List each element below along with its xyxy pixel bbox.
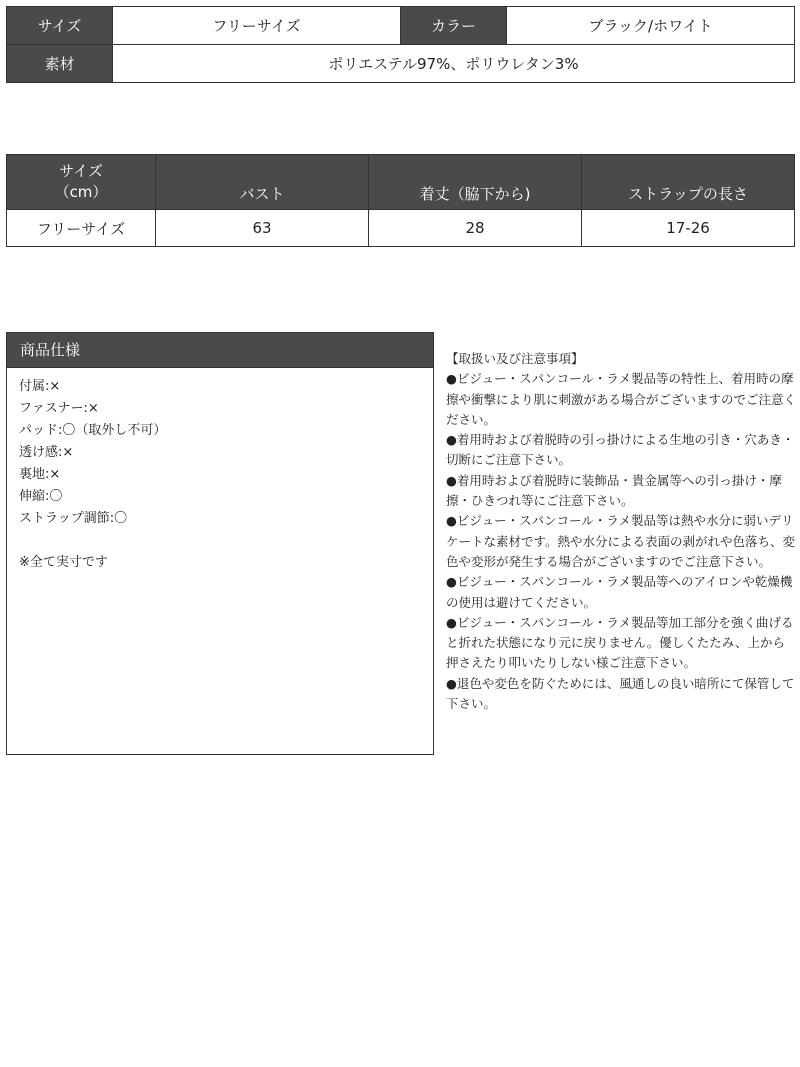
product-spec-box [6, 332, 434, 755]
spec-item-accessory: 付属:× [19, 379, 61, 394]
spec-item-lining: 裏地:× [19, 467, 61, 482]
size-chart-header-row [7, 155, 795, 210]
size-header-line2: （cm） [54, 183, 108, 201]
care-item: ●ビジュー・スパンコール・ラメ製品等へのアイロンや乾燥機の使用は避けてください。 [446, 574, 793, 610]
care-item: ●ビジュー・スパンコール・ラメ製品等は熱や水分に弱いデリケートな素材です。熱や水分による表面の剥がれや色落ち、変色や変形が発生する場合がございますのでご注意下さい。 [446, 513, 796, 569]
bust-header: バスト [156, 155, 369, 210]
spec-item-pad: パッド:〇（取外し不可） [19, 423, 167, 438]
size-value: フリーサイズ [113, 7, 401, 45]
spec-item-strap-adjust: ストラップ調節:〇 [19, 511, 128, 526]
size-row-label: フリーサイズ [7, 210, 156, 247]
strap-length-header: ストラップの長さ [582, 155, 795, 210]
length-value: 28 [369, 210, 582, 247]
color-label: カラー [401, 7, 507, 45]
spec-row-size-color [7, 7, 795, 45]
measurement-note: ※全て実寸です [19, 555, 108, 570]
care-item: ●ビジュー・スパンコール・ラメ製品等の特性上、着用時の摩擦や衝撃により肌に刺激がある場合がございますのでご注意ください。 [446, 371, 797, 427]
color-value: ブラック/ホワイト [507, 7, 795, 45]
care-instructions [446, 349, 796, 714]
size-header-line1: サイズ [59, 162, 103, 180]
size-chart-data-row [7, 210, 795, 247]
product-spec-list [7, 368, 433, 530]
material-label: 素材 [7, 45, 113, 83]
care-item: ●退色や変色を防ぐためには、風通しの良い暗所にて保管して下さい。 [446, 675, 795, 712]
product-spec-title: 商品仕様 [7, 333, 433, 368]
length-header: 着丈（脇下から) [369, 155, 582, 210]
spec-item-stretch: 伸縮:〇 [19, 489, 63, 504]
spec-table [6, 6, 795, 83]
bust-value: 63 [156, 210, 369, 247]
size-chart-table [6, 154, 795, 247]
spec-item-sheerness: 透け感:× [19, 445, 74, 460]
material-value: ポリエステル97%、ポリウレタン3% [113, 45, 795, 83]
size-label: サイズ [7, 7, 113, 45]
size-unit-header [7, 155, 156, 210]
spec-item-zipper: ファスナー:× [19, 401, 99, 416]
strap-length-value: 17-26 [582, 210, 795, 247]
care-item: ●ビジュー・スパンコール・ラメ製品等加工部分を強く曲げると折れた状態になり元に戻りません。優しくたたみ、上から押さえたり叩いたりしない様ご注意下さい。 [446, 614, 794, 671]
care-item: ●着用時および着脱時に装飾品・貴金属等への引っ掛け・摩擦・ひきつれ等にご注意下さい。 [446, 472, 782, 509]
care-title: 【取扱い及び注意事項】 [446, 351, 584, 366]
care-item: ●着用時および着脱時の引っ掛けによる生地の引き・穴あき・切断にご注意下さい。 [446, 432, 795, 468]
spec-row-material [7, 45, 795, 83]
